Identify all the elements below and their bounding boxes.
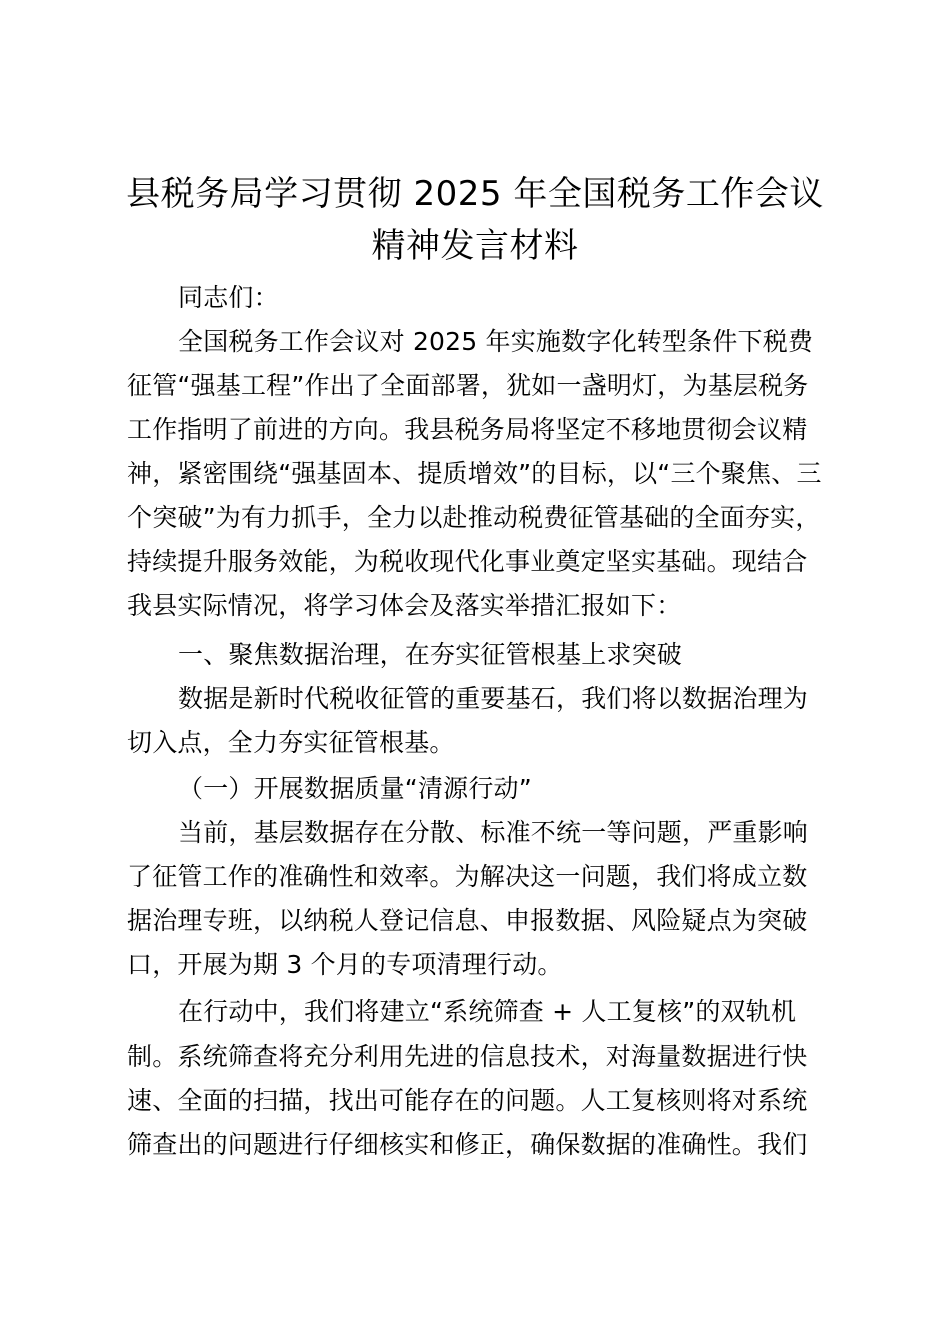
document-title-line-1: 县税务局学习贯彻 2025 年全国税务工作会议 <box>126 174 824 214</box>
paragraph-line: 个突破”为有力抓手，全力以赴推动税费征管基础的全面夯实， <box>127 503 821 532</box>
paragraph-line: 在行动中，我们将建立“系统筛查 + 人工复核”的双轨机 <box>178 997 797 1026</box>
paragraph-line: 据治理专班，以纳税人登记信息、申报数据、风险疑点为突破 <box>127 906 808 935</box>
paragraph-line: 数据是新时代税收征管的重要基石，我们将以数据治理为 <box>178 684 809 713</box>
paragraph-line: 口，开展为期 3 个月的专项清理行动。 <box>127 950 563 979</box>
paragraph-line: 神，紧密围绕“强基固本、提质增效”的目标，以“三个聚焦、三 <box>127 459 822 488</box>
subsection-heading: （一）开展数据质量“清源行动” <box>178 774 532 803</box>
paragraph-line: 切入点，全力夯实征管根基。 <box>127 728 455 757</box>
paragraph-line: 工作指明了前进的方向。我县税务局将坚定不移地贯彻会议精 <box>127 415 808 444</box>
paragraph-line: 全国税务工作会议对 2025 年实施数字化转型条件下税费 <box>178 327 814 356</box>
paragraph-line: 筛查出的问题进行仔细核实和修正，确保数据的准确性。我们 <box>127 1130 808 1159</box>
section-heading: 一、聚焦数据治理，在夯实征管根基上求突破 <box>178 640 683 669</box>
paragraph-line: 持续提升服务效能，为税收现代化事业奠定坚实基础。现结合 <box>127 547 808 576</box>
salutation: 同志们： <box>178 283 279 312</box>
paragraph-line: 当前，基层数据存在分散、标准不统一等问题，严重影响 <box>178 818 809 847</box>
paragraph-line: 征管“强基工程”作出了全面部署，犹如一盏明灯，为基层税务 <box>127 371 809 400</box>
paragraph-line: 我县实际情况，将学习体会及落实举措汇报如下： <box>127 591 682 620</box>
document-title-line-2: 精神发言材料 <box>371 226 579 266</box>
paragraph-line: 速、全面的扫描，找出可能存在的问题。人工复核则将对系统 <box>127 1086 808 1115</box>
paragraph-line: 了征管工作的准确性和效率。为解决这一问题，我们将成立数 <box>127 862 808 891</box>
paragraph-line: 制。系统筛查将充分利用先进的信息技术，对海量数据进行快 <box>127 1042 808 1071</box>
